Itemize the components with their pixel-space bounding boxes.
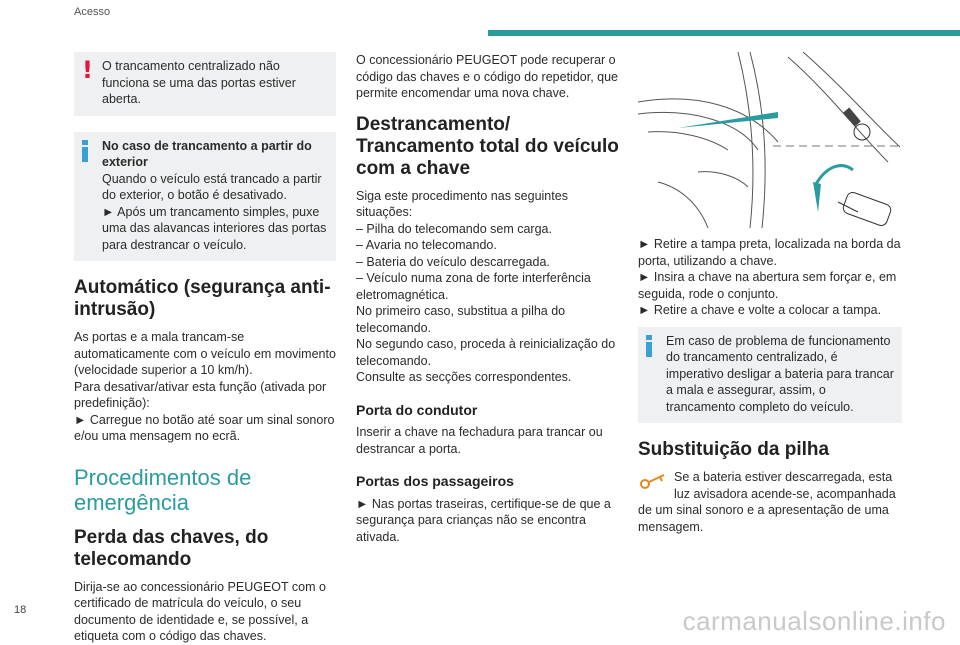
door-lock-svg: [638, 52, 900, 228]
info-line-1: Quando o veículo está trancado a partir do exterior, o botão é desativado.: [102, 171, 322, 202]
column-left: [74, 52, 336, 645]
situation-item: – Veículo numa zona de forte interferência eletromagnética.: [356, 271, 591, 302]
situation-item: – Pilha do telecomando sem carga.: [356, 221, 552, 236]
situations-intro: Siga este procedimento nas seguintes situações:: [356, 188, 568, 219]
driver-door-paragraph: Inserir a chave na fechadura para trancar ou destrancar a porta.: [356, 425, 603, 456]
info-line-2: ► Após um trancamento simples, puxe uma das alavancas interiores das portas para destrancar o veículo.: [102, 204, 327, 252]
warning-box: [74, 52, 336, 116]
dealer-paragraph: O concessionário PEUGEOT pode recuperar o código das chaves e o código do repetidor, que permite encomendar uma nova chave.: [356, 53, 618, 100]
situation-item: – Bateria do veículo descarregada.: [356, 254, 550, 269]
auto-paragraph-3: ► Carregue no botão até soar um sinal sonoro e/ou uma mensagem no ecrã.: [74, 412, 335, 443]
warning-text: O trancamento centralizado não funciona se uma das portas estiver aberta.: [102, 59, 296, 106]
exclamation-icon: !: [82, 56, 93, 84]
info-icon: [646, 335, 652, 357]
lost-keys-paragraph: Dirija-se ao concessionário PEUGEOT com o certificado de matrícula do veículo, o seu documento de identidade e, se possível, a etiqueta com o código das chaves.: [74, 579, 326, 643]
passenger-doors-heading: Portas dos passageiros: [356, 473, 514, 489]
info-box: [74, 132, 336, 262]
door-lock-illustration: [638, 52, 900, 228]
watermark: carmanualsonline.info: [682, 606, 946, 636]
page-number: 18: [14, 604, 27, 616]
driver-door-heading: Porta do condutor: [356, 401, 478, 418]
auto-paragraph-1: As portas e a mala trancam-se automaticamente com o veículo em movimento (velocidade superior a 10 km/h).: [74, 330, 336, 377]
key-warning-icon: [638, 469, 668, 493]
consult-paragraph: Consulte as secções correspondentes.: [356, 370, 572, 384]
passenger-doors-paragraph: ► Nas portas traseiras, certifique-se de que a segurança para crianças não se encontra ativada.: [356, 496, 611, 544]
header-section-label: Acesso: [74, 6, 111, 18]
emergency-heading: Procedimentos de emergência: [74, 464, 252, 515]
step-item: ► Insira a chave na abertura sem forçar e, em seguida, rode o conjunto.: [638, 270, 897, 301]
situation-item: – Avaria no telecomando.: [356, 238, 497, 252]
battery-heading: Substituição da pilha: [638, 439, 830, 460]
column-right: [638, 52, 902, 535]
case2-paragraph: No segundo caso, proceda à reinicialização do telecomando.: [356, 337, 616, 368]
header-accent-bar: [488, 30, 960, 36]
auto-heading: Automático (segurança anti-intrusão): [74, 277, 331, 320]
info-box-battery: [638, 327, 902, 424]
case1-paragraph: No primeiro caso, substitua a pilha do telecomando.: [356, 304, 566, 335]
column-middle: [356, 52, 622, 545]
info-battery-text: Em caso de problema de funcionamento do trancamento centralizado, é imperativo desligar a bateria para trancar a mala e assegurar, assim, o trancamento completo do veículo.: [666, 333, 894, 414]
step-item: ► Retire a chave e volte a colocar a tampa.: [638, 303, 882, 317]
info-icon: [82, 140, 88, 162]
unlock-heading: Destrancamento/ Trancamento total do veículo com a chave: [356, 113, 619, 179]
battery-paragraph: Se a bateria estiver descarregada, esta luz avisadora acende-se, acompanhada de um sinal sonoro e a apresentação de uma mensagem.: [638, 470, 896, 534]
step-item: ► Retire a tampa preta, localizada na borda da porta, utilizando a chave.: [638, 237, 901, 268]
info-title: No caso de trancamento a partir do exterior: [102, 138, 312, 169]
auto-paragraph-2: Para desativar/ativar esta função (ativada por predefinição):: [74, 379, 327, 410]
lost-keys-heading: Perda das chaves, do telecomando: [74, 526, 269, 570]
